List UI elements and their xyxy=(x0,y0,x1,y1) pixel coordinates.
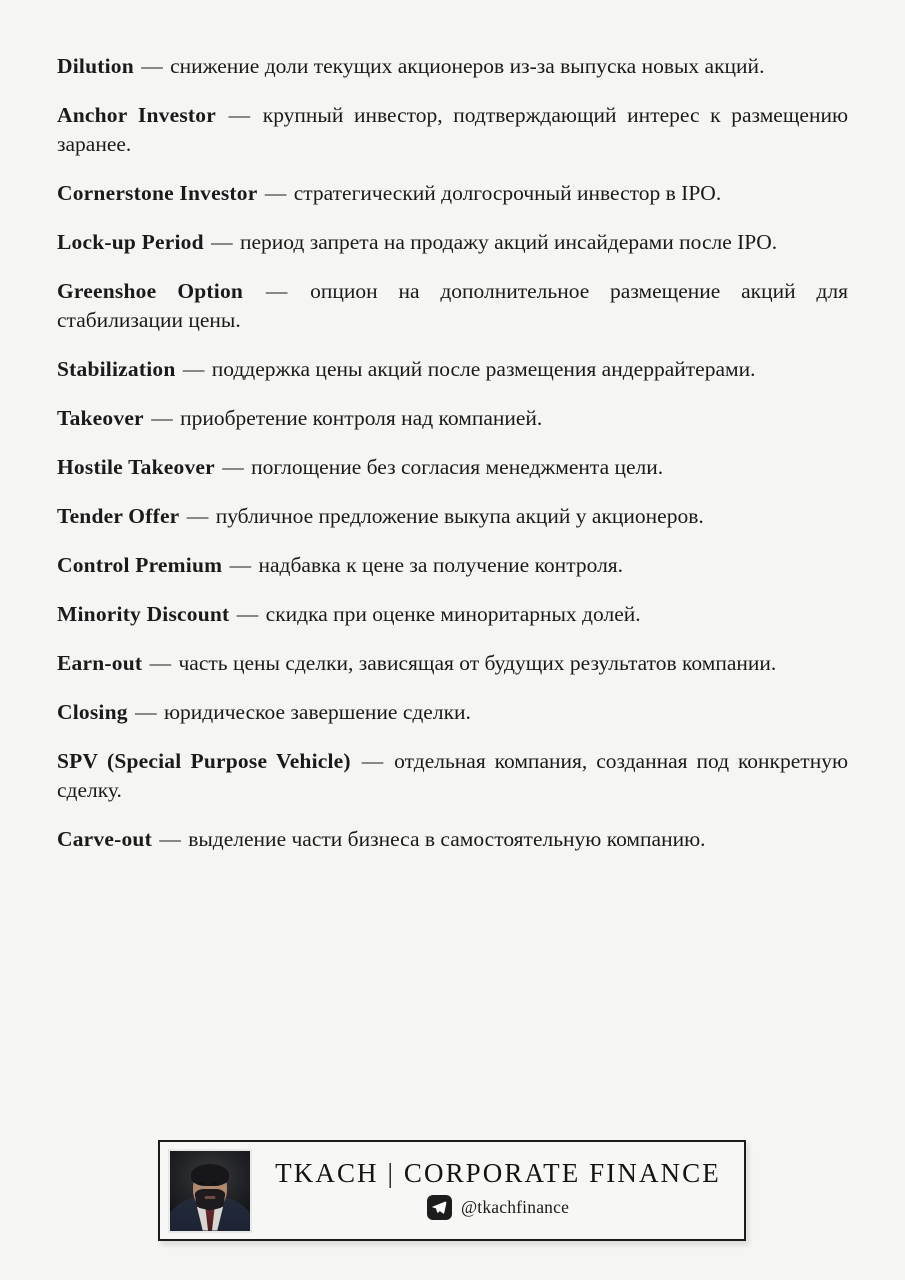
em-dash-separator: — xyxy=(135,700,157,725)
avatar-hair xyxy=(191,1164,229,1186)
glossary-definition: отдельная компания, созданная под конкретную сделку. xyxy=(57,749,849,802)
glossary-entry xyxy=(57,355,848,384)
glossary-definition: крупный инвестор, подтверждающий интерес к размещению заранее. xyxy=(57,103,849,156)
glossary-term: Minority Discount xyxy=(57,602,230,627)
glossary-entry xyxy=(57,404,848,433)
glossary-definition: стратегический долгосрочный инвестор в IPO. xyxy=(293,180,722,205)
glossary-definition: выделение части бизнеса в самостоятельную компанию. xyxy=(188,827,706,852)
glossary-list xyxy=(57,52,848,854)
glossary-term: Cornerstone Investor xyxy=(57,180,258,205)
avatar-eye-right xyxy=(212,1182,218,1185)
card-body xyxy=(252,1159,744,1223)
glossary-entry xyxy=(57,101,848,158)
glossary-entry xyxy=(57,747,848,804)
avatar-beard xyxy=(195,1189,226,1211)
glossary-entry xyxy=(57,551,848,580)
glossary-entry xyxy=(57,453,848,482)
glossary-entry xyxy=(57,228,848,257)
em-dash-separator: — xyxy=(211,229,233,254)
glossary-definition: юридическое завершение сделки. xyxy=(163,700,471,725)
glossary-entry xyxy=(57,825,848,854)
brand-title: TKACH | CORPORATE FINANCE xyxy=(275,1157,721,1188)
em-dash-separator: — xyxy=(229,553,252,578)
glossary-term: SPV (Special Purpose Vehicle) xyxy=(57,749,351,774)
glossary-term: Takeover xyxy=(57,405,144,430)
glossary-entry xyxy=(57,52,848,81)
glossary-entry xyxy=(57,698,848,727)
em-dash-separator: — xyxy=(151,405,173,430)
em-dash-separator: — xyxy=(186,503,209,528)
glossary-definition: приобретение контроля над компанией. xyxy=(180,405,543,430)
em-dash-separator: — xyxy=(236,602,259,627)
avatar-mouth xyxy=(205,1196,216,1199)
glossary-entry xyxy=(57,600,848,629)
glossary-term: Anchor Investor xyxy=(57,103,216,128)
glossary-definition: скидка при оценке миноритарных долей. xyxy=(265,602,641,627)
glossary-term: Lock-up Period xyxy=(57,229,204,254)
glossary-definition: опцион на дополнительное размещение акций для стабилизации цены. xyxy=(57,278,848,332)
glossary-term: Earn-out xyxy=(57,651,143,676)
em-dash-separator: — xyxy=(159,827,181,852)
telegram-handle-row[interactable] xyxy=(427,1195,569,1220)
em-dash-separator: — xyxy=(141,54,163,78)
glossary-term: Dilution xyxy=(57,54,134,78)
glossary-entry xyxy=(57,502,848,531)
telegram-handle-text[interactable]: @tkachfinance xyxy=(460,1197,570,1218)
glossary-term: Tender Offer xyxy=(57,503,180,528)
avatar xyxy=(168,1149,252,1233)
glossary-definition: поглощение без согласия менеджмента цели. xyxy=(251,454,664,479)
glossary-definition: поддержка цены акций после размещения андеррайтерами. xyxy=(211,356,756,381)
glossary-definition: надбавка к цене за получение контроля. xyxy=(258,553,624,578)
glossary-definition: часть цены сделки, зависящая от будущих результатов компании. xyxy=(178,651,777,676)
glossary-term: Greenshoe Option xyxy=(57,278,244,303)
em-dash-separator: — xyxy=(228,103,251,128)
footer-branding-card xyxy=(158,1140,746,1241)
glossary-term: Stabilization xyxy=(57,356,176,381)
em-dash-separator: — xyxy=(149,651,172,676)
em-dash-separator: — xyxy=(222,454,244,479)
em-dash-separator: — xyxy=(361,749,384,774)
glossary-term: Hostile Takeover xyxy=(57,454,215,479)
glossary-definition: период запрета на продажу акций инсайдерами после IPO. xyxy=(240,229,778,254)
glossary-entry xyxy=(57,179,848,208)
telegram-icon[interactable] xyxy=(427,1195,452,1220)
glossary-entry xyxy=(57,277,848,334)
glossary-term: Carve-out xyxy=(57,827,152,852)
glossary-term: Closing xyxy=(57,700,128,725)
glossary-entry xyxy=(57,649,848,678)
em-dash-separator: — xyxy=(265,278,288,303)
avatar-eye-left xyxy=(198,1182,204,1185)
glossary-definition: снижение доли текущих акционеров из-за выпуска новых акций. xyxy=(170,54,765,78)
em-dash-separator: — xyxy=(182,356,205,381)
glossary-definition: публичное предложение выкупа акций у акционеров. xyxy=(215,503,704,528)
glossary-term: Control Premium xyxy=(57,553,223,578)
em-dash-separator: — xyxy=(264,180,287,205)
